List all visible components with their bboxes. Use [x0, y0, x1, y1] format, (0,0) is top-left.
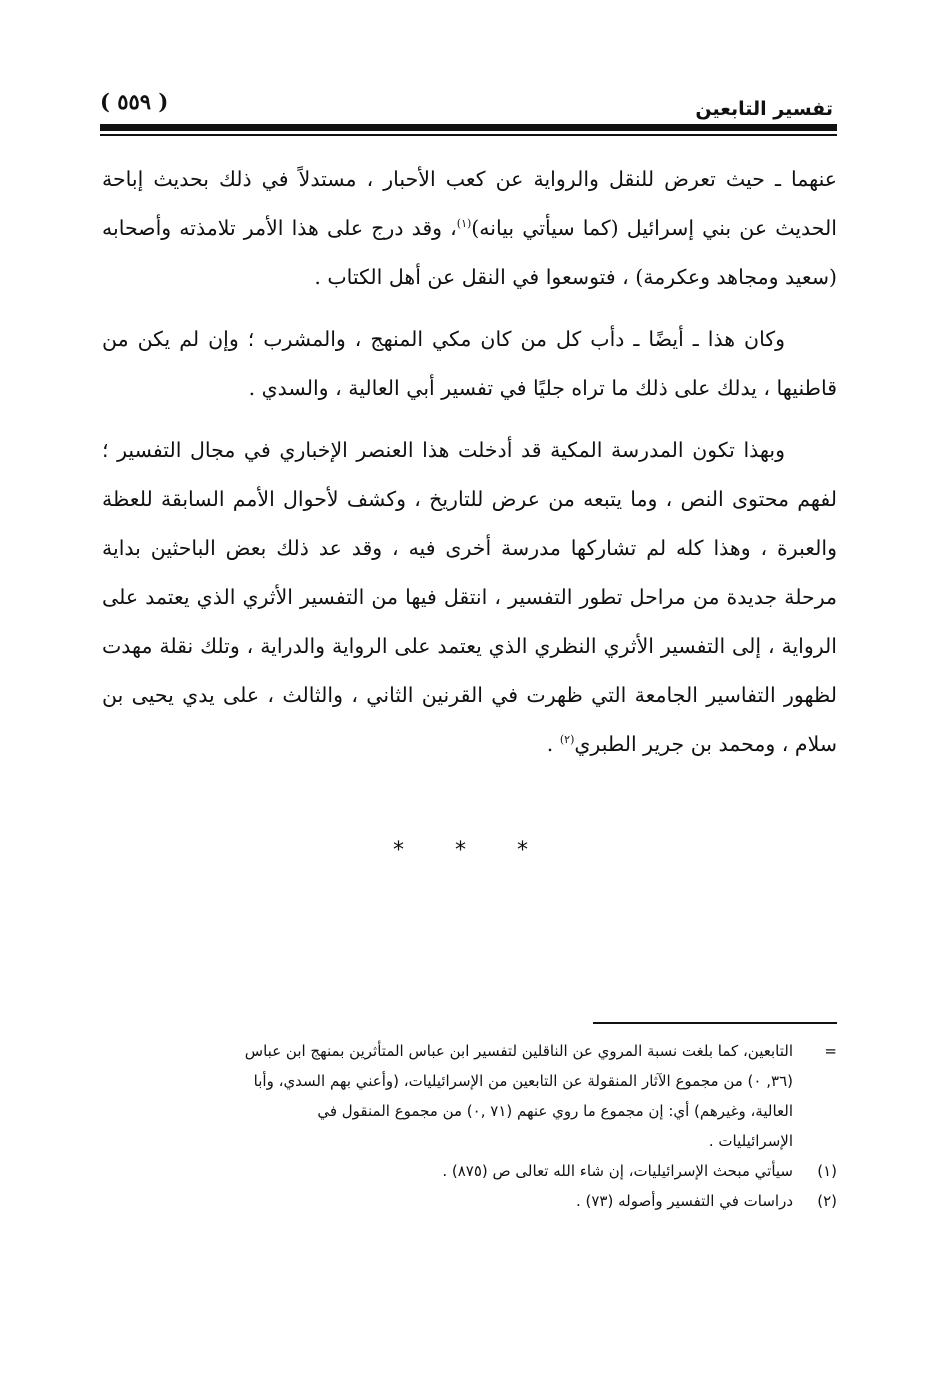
footnote-marker: (١)	[817, 1162, 837, 1180]
header-rule-thin	[100, 134, 837, 136]
footnote-text: سيأتي مبحث الإسرائيليات، إن شاء الله تعالى ص (٨٧٥) .	[442, 1162, 793, 1180]
footnote-2	[102, 1186, 837, 1216]
header-rule-thick	[100, 124, 837, 131]
main-text	[102, 155, 837, 782]
paragraph-3	[102, 426, 837, 769]
footnote-continuation-marker: =	[824, 1042, 837, 1060]
footnotes-section	[102, 1036, 837, 1216]
footnote-ref-2[interactable]: (٢)	[559, 733, 575, 747]
footnote-text: دراسات في التفسير وأصوله (٧٣) .	[575, 1192, 793, 1210]
paragraph-text: وبهذا تكون المدرسة المكية قد أدخلت هذا العنصر الإخباري في مجال التفسير ؛ لفهم محتوى النص ، وما يتبعه من عرض للتاريخ ، وكشف لأحوال الأمم السابقة للعظة والعبرة ، وهذا كله لم تشاركها مدرسة أخرى فيه ، وقد عد ذلك بعض الباحثين بداية مرحلة جديدة من مراحل تطور التفسير ، انتقل فيها من التفسير الأثري الذي يعتمد على الرواية ، إلى التفسير الأثري النظري الذي يعتمد على الرواية والدراية ، وتلك نقلة مهدت لظهور التفاسير الجامعة التي ظهرت في القرنين الثاني ، والثالث ، على يدي يحيى بن سلام ، ومحمد بن جرير الطبري	[102, 438, 837, 756]
paragraph-text: وكان هذا ـ أيضًا ـ دأب كل من كان مكي المنهج ، والمشرب ؛ وإن لم يكن من قاطنيها ، يدلك على ذلك ما تراه جليًا في تفسير أبي العالية ، والسدي .	[102, 327, 837, 400]
paragraph-text-tail: .	[546, 732, 560, 756]
footnote-line: الإسرائيليات .	[708, 1132, 793, 1150]
running-header-title: تفسير التابعين	[695, 98, 833, 120]
paragraph-1	[102, 155, 837, 302]
footnote-rule	[593, 1022, 837, 1024]
section-separator: * * *	[393, 838, 550, 863]
footnote-continuation	[102, 1036, 837, 1156]
paragraph-2	[102, 315, 837, 413]
footnote-line: التابعين، كما بلغت نسبة المروي عن الناقلين لتفسير ابن عباس المتأثرين بمنهج ابن عباس	[244, 1042, 793, 1060]
paragraph-text: عنهما ـ حيث تعرض للنقل والرواية عن كعب الأحبار ، مستدلاً في ذلك بحديث إباحة الحديث عن بني إسرائيل (كما سيأتي بيانه)	[102, 167, 837, 240]
footnote-marker: (٢)	[817, 1192, 837, 1210]
footnote-line: (٣٦, ٠) من مجموع الآثار المنقولة عن التابعين من الإسرائيليات، (وأعني بهم السدي، وأبا	[253, 1072, 793, 1090]
paragraph-text-tail: ، وقد درج على هذا الأمر تلامذته وأصحابه (سعيد ومجاهد وعكرمة) ، فتوسعوا في النقل عن أهل الكتاب .	[102, 216, 837, 289]
footnote-1	[102, 1156, 837, 1186]
footnote-ref-1[interactable]: (١)	[456, 217, 472, 231]
footnote-line: العالية، وغيرهم) أي: إن مجموع ما روي عنهم (٧١ ,٠) من مجموع المنقول في	[317, 1102, 793, 1120]
page-number: ( ٥٥٩ )	[100, 89, 169, 114]
